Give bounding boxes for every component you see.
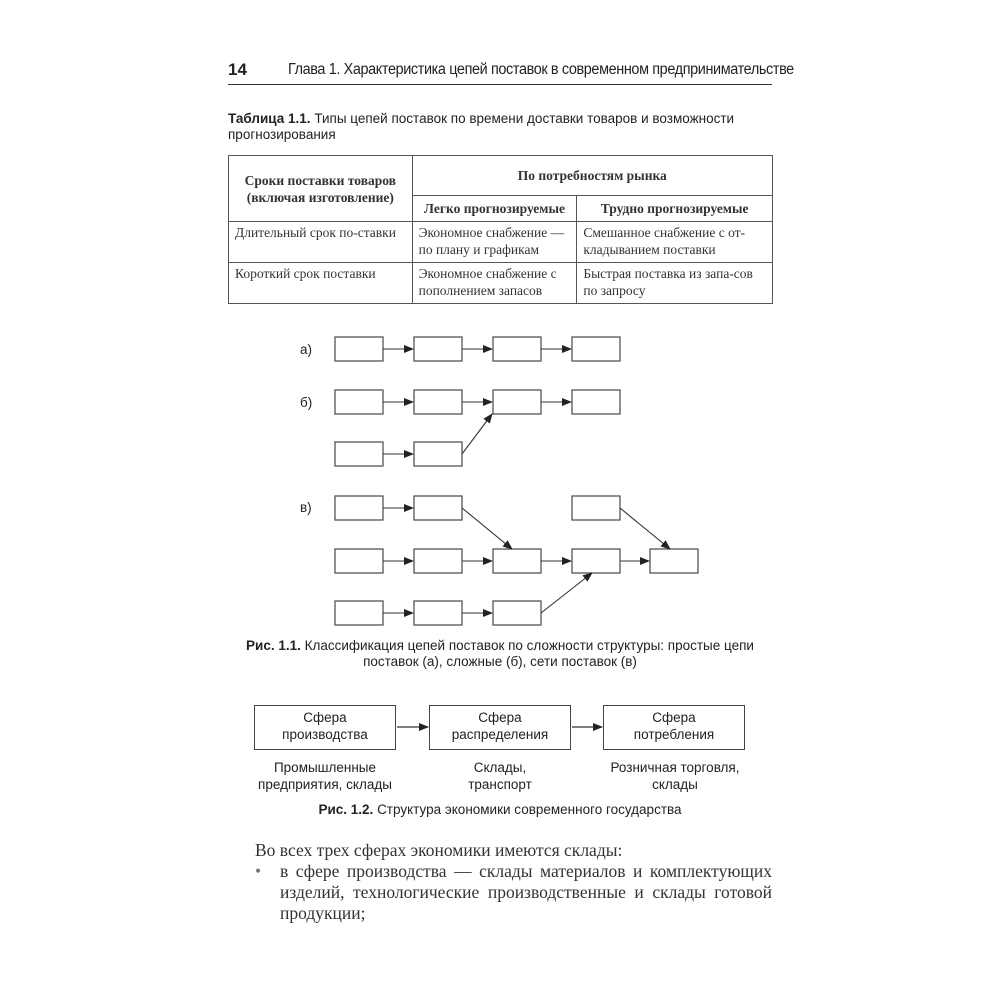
- table-cell: Экономное снабжение с пополнением запасов: [412, 263, 577, 304]
- sphere-distribution-label: Сфера распределения: [451, 710, 549, 742]
- figure-2-caption: [228, 802, 772, 818]
- body-paragraph: Во всех трех сферах экономики имеются склады:: [255, 840, 623, 860]
- group-header-market-needs: По потребностям рынка: [412, 156, 772, 196]
- bullet-item: [255, 861, 772, 924]
- figure-1-caption-label: Рис. 1.1.: [246, 638, 301, 653]
- table-cell: Быстрая поставка из запа-сов по запросу: [577, 263, 773, 304]
- figure-2-caption-label: Рис. 1.2.: [318, 802, 374, 817]
- sphere-consumption-label: Сфера потребления: [633, 710, 715, 742]
- label-complex-chain: б): [300, 395, 313, 410]
- label-supply-network: в): [300, 500, 312, 515]
- bullet-text: в сфере производства — склады материалов и комплектующих изделий, технологические производственные и склады готовой продукции;: [280, 861, 772, 923]
- subheader-hard: Трудно прогнозируемые: [577, 196, 773, 222]
- distribution-sublabel: Склады, транспорт: [468, 760, 532, 792]
- label-simple-chain: а): [300, 342, 313, 357]
- page-number: 14: [228, 60, 247, 79]
- body-text: [255, 840, 772, 924]
- table-caption-text: Типы цепей поставок по времени доставки товаров и возможности прогнозирования: [228, 111, 735, 142]
- bullet-icon: •: [255, 861, 262, 881]
- figure-2-caption-text: Структура экономики современного государства: [377, 802, 682, 817]
- production-sublabel: Промышленные предприятия, склады: [258, 760, 392, 792]
- col-header-delivery-terms: Сроки поставки товаров (включая изготовление): [229, 156, 413, 222]
- table-cell: Экономное снабжение — по плану и графикам: [412, 222, 577, 263]
- table-caption-label: Таблица 1.1.: [228, 111, 311, 126]
- table-cell: Длительный срок по-ставки: [229, 222, 413, 263]
- table-cell: Короткий срок поставки: [229, 263, 413, 304]
- subheader-easy: Легко прогнозируемые: [412, 196, 577, 222]
- sphere-production-label: Сфера производства: [282, 710, 368, 742]
- chapter-title: Глава 1. Характеристика цепей поставок в современном предпринимательстве: [288, 61, 794, 78]
- consumption-sublabel: Розничная торговля, склады: [610, 760, 740, 792]
- table-cell: Смешанное снабжение с от-кладыванием поставки: [577, 222, 773, 263]
- figure-1-caption-text: Классификация цепей поставок по сложности структуры: простые цепи поставок (а), сложные (б), сети поставок (в): [304, 638, 754, 669]
